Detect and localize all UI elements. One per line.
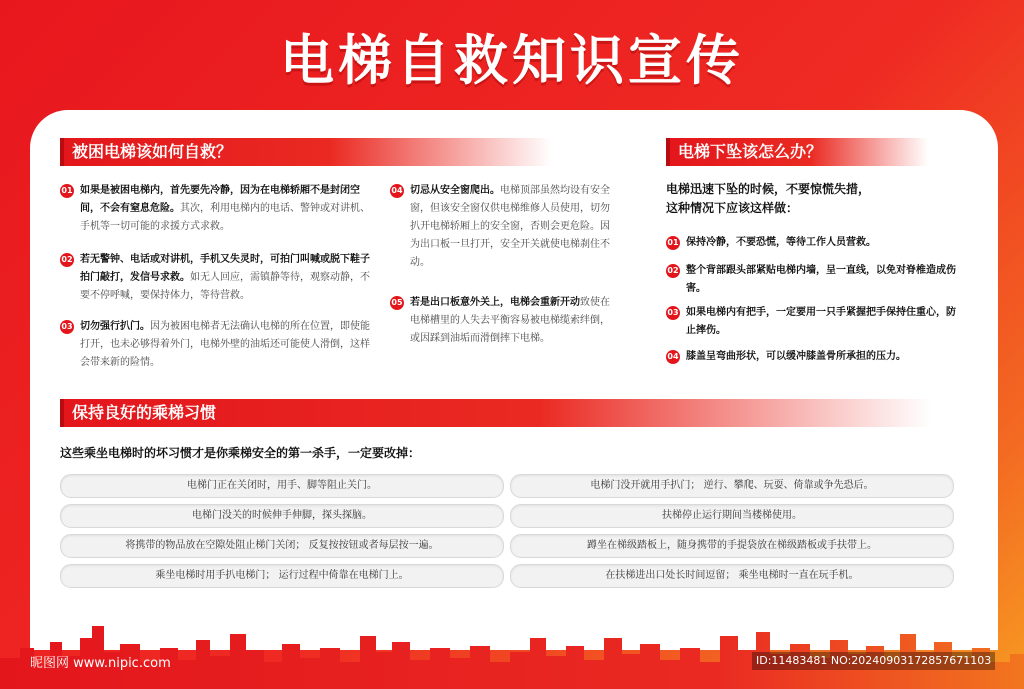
trapped-item-2 <box>60 251 370 305</box>
item-text: 其次，利用电梯内的电话、警钟或对讲机、手机等一切可能的求援方式求救。 <box>80 203 370 232</box>
number-badge: 01 <box>666 236 680 250</box>
item-text: 如果电梯内有把手，一定要用一只手紧握把手保持住重心，防止摔伤。 <box>686 307 956 336</box>
habits-subtitle: 这些乘坐电梯时的坏习惯才是你乘梯安全的第一杀手，一定要改掉： <box>60 446 421 460</box>
falling-intro-line-1: 电梯迅速下坠的时候，不要惊慌失措， <box>666 182 871 196</box>
item-text: 电梯顶部虽然均设有安全窗，但该安全窗仅供电梯维修人员使用，切勿扒开电梯轿厢上的安全窗，否则会更危险。因为出口板一旦打开，安全开关就使电梯刹住不动。 <box>410 185 610 268</box>
item-text: 保持冷静，不要恐慌，等待工作人员营救。 <box>686 237 876 248</box>
item-bold-text: 如果是被困电梯内，首先要先冷静，因为在电梯轿厢不是封闭空间，不会有窒息危险。 <box>80 185 360 214</box>
falling-item-2 <box>666 262 958 298</box>
falling-item-4 <box>666 348 958 366</box>
number-badge: 02 <box>666 264 680 278</box>
falling-intro <box>666 180 966 218</box>
section-heading-falling: 电梯下坠该怎么办？ <box>666 138 928 166</box>
bad-habit-left-1: 电梯门正在关闭时，用手、脚等阻止关门。 <box>60 474 504 498</box>
item-bold-text: 切忌从安全窗爬出。 <box>410 185 500 196</box>
falling-intro-line-2: 这种情况下应该这样做： <box>666 201 799 215</box>
item-bold-text: 若无警钟、电话或对讲机，手机又失灵时，可拍门叫喊或脱下鞋子拍门敲打，发信号求救。 <box>80 254 370 283</box>
number-badge: 04 <box>390 184 404 198</box>
item-text: 致使在电梯槽里的人失去平衡容易被电梯缆索绊倒，或因踩到油垢而滑倒摔下电梯。 <box>410 297 610 344</box>
bad-habit-left-4: 乘坐电梯时用手扒电梯门； 运行过程中倚靠在电梯门上。 <box>60 564 504 588</box>
bad-habit-left-3: 将携带的物品放在空隙处阻止梯门关闭； 反复按按钮或者每层按一遍。 <box>60 534 504 558</box>
number-badge: 05 <box>390 296 404 310</box>
item-text: 如无人回应，需镇静等待，观察动静，不要不停呼喊，要保持体力，等待营救。 <box>80 272 370 301</box>
bad-habit-right-2: 扶梯停止运行期间当楼梯使用。 <box>510 504 954 528</box>
page-title: 电梯自救知识宣传 <box>280 29 744 92</box>
item-text: 整个背部跟头部紧贴电梯内墙，呈一直线，以免对脊椎造成伤害。 <box>686 265 956 294</box>
item-text: 因为被困电梯者无法确认电梯的所在位置，即使能打开，也未必够得着外门，电梯外壁的油垢还可能使人滑倒，这样会带来新的险情。 <box>80 321 370 368</box>
bad-habit-right-4: 在扶梯进出口处长时间逗留； 乘坐电梯时一直在玩手机。 <box>510 564 954 588</box>
bad-habit-left-2: 电梯门没关的时候伸手伸脚，探头探脑。 <box>60 504 504 528</box>
section-heading-trapped: 被困电梯该如何自救？ <box>60 138 552 166</box>
trapped-item-3 <box>60 318 370 372</box>
watermark-id: ID:11483481 NO:20240903172857671103 <box>752 652 995 670</box>
content-panel <box>30 110 998 650</box>
number-badge: 02 <box>60 253 74 267</box>
watermark-site: 昵图网 www.nipic.com <box>30 656 171 671</box>
number-badge: 04 <box>666 350 680 364</box>
number-badge: 03 <box>666 306 680 320</box>
item-bold-text: 若是出口板意外关上，电梯会重新开动 <box>410 297 580 308</box>
number-badge: 03 <box>60 320 74 334</box>
falling-item-3 <box>666 304 958 340</box>
item-text: 膝盖呈弯曲形状，可以缓冲膝盖骨所承担的压力。 <box>686 351 906 362</box>
trapped-item-4 <box>390 182 612 272</box>
bad-habit-right-1: 电梯门没开就用手扒门； 逆行、攀爬、玩耍、倚靠或争先恐后。 <box>510 474 954 498</box>
item-bold-text: 切勿强行扒门。 <box>80 321 150 332</box>
number-badge: 01 <box>60 184 74 198</box>
bad-habit-right-3: 蹲坐在梯级踏板上，随身携带的手提袋放在梯级踏板或手扶带上。 <box>510 534 954 558</box>
trapped-item-1 <box>60 182 370 236</box>
section-heading-habits: 保持良好的乘梯习惯 <box>60 399 932 427</box>
trapped-item-5 <box>390 294 612 348</box>
falling-item-1 <box>666 234 958 252</box>
